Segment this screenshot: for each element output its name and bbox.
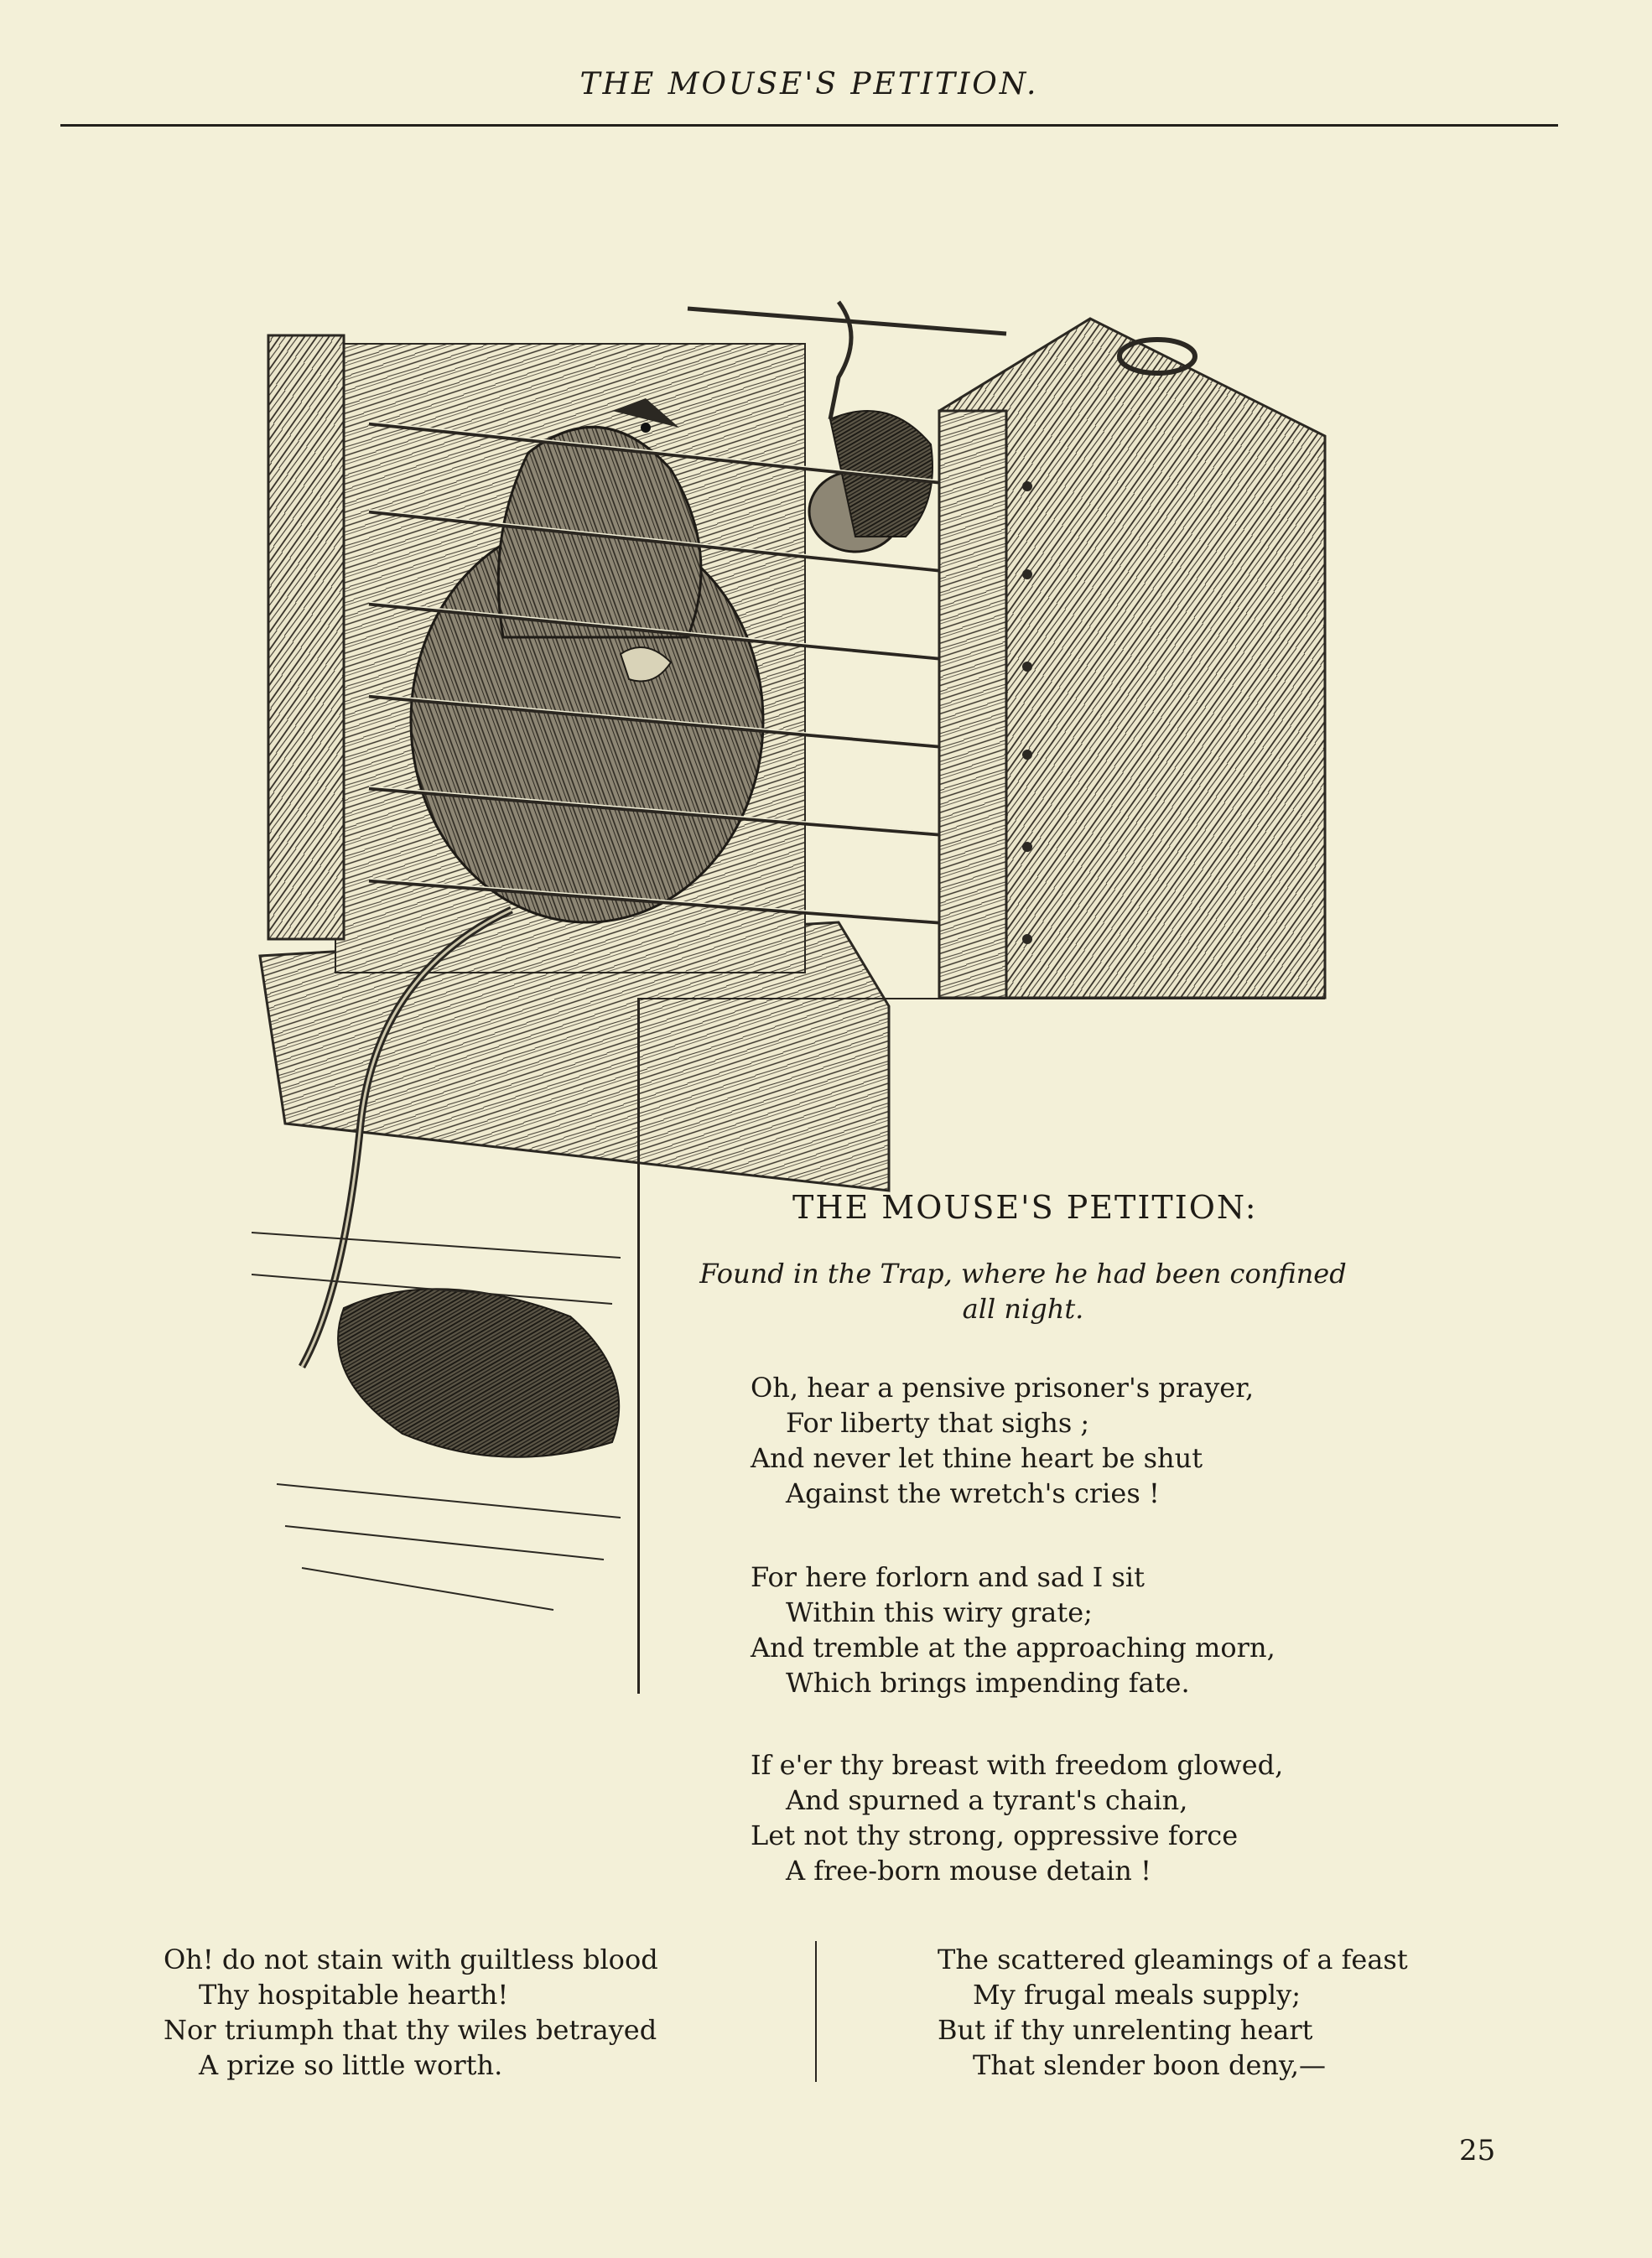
verse-line: Which brings impending fate. (786, 1667, 1190, 1699)
poem-subtitle-line: all night. (962, 1293, 1084, 1325)
show-through-text (990, 176, 998, 208)
stanza-3 (751, 1747, 1283, 1888)
verse-line: Nor triumph that thy wiles betrayed (164, 2014, 657, 2046)
header-rule (60, 124, 1558, 127)
verse-line: Oh! do not stain with guiltless blood (164, 1944, 658, 1975)
column-divider (815, 1941, 817, 2082)
page-number: 25 (1459, 2134, 1496, 2167)
stanza-4 (164, 1942, 658, 2083)
text-box-border-left (637, 998, 640, 1694)
verse-line: Within this wiry grate; (786, 1596, 1093, 1628)
verse-line: Against the wretch's cries ! (786, 1477, 1160, 1509)
poem-title: THE MOUSE'S PETITION: (792, 1189, 1258, 1226)
running-title: THE MOUSE'S PETITION. (579, 67, 1039, 101)
verse-line: Thy hospitable hearth! (199, 1979, 509, 2011)
poem-subtitle (662, 1256, 1384, 1326)
stanza-2 (751, 1560, 1275, 1700)
poem-subtitle-line: Found in the Trap, where he had been confined (699, 1258, 1347, 1290)
verse-line: Oh, hear a pensive prisoner's prayer, (751, 1372, 1255, 1404)
verse-line: And tremble at the approaching morn, (751, 1632, 1275, 1664)
verse-line: The scattered gleamings of a feast (938, 1944, 1408, 1975)
verse-line: A free-born mouse detain ! (786, 1855, 1151, 1887)
verse-line: And never let thine heart be shut (751, 1442, 1203, 1474)
stanza-1 (751, 1370, 1254, 1511)
verse-line: Let not thy strong, oppressive force (751, 1819, 1239, 1851)
verse-line: That slender boon deny,— (973, 2049, 1326, 2081)
verse-line: A prize so little worth. (199, 2049, 503, 2081)
verse-line: My frugal meals supply; (973, 1979, 1301, 2011)
verse-line: For liberty that sighs ; (786, 1407, 1090, 1439)
verse-line: If e'er thy breast with freedom glowed, (751, 1749, 1284, 1781)
verse-line: And spurned a tyrant's chain, (786, 1784, 1188, 1816)
stanza-5 (938, 1942, 1408, 2083)
verse-line: For here forlorn and sad I sit (751, 1561, 1145, 1593)
text-box-border-top (637, 998, 1325, 999)
verse-line: But if thy unrelenting heart (938, 2014, 1313, 2046)
